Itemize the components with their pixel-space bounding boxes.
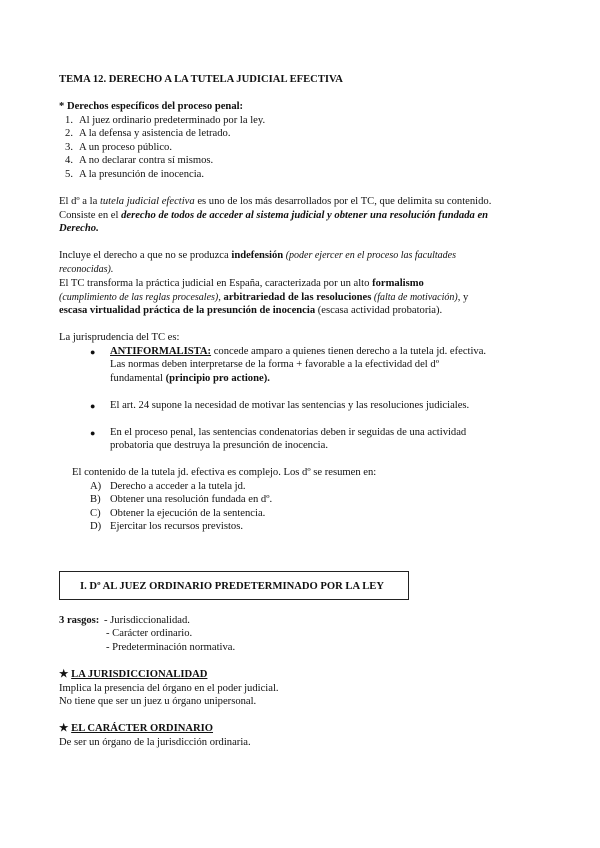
star-icon: ★ [59, 723, 69, 734]
paragraph-line: escasa virtualidad práctica de la presunción de inocencia (escasa actividad probatoria). [59, 305, 443, 316]
rasgo-item: - Carácter ordinario. [106, 628, 193, 639]
page-title: TEMA 12. DERECHO A LA TUTELA JUDICIAL EFECTIVA [59, 74, 343, 85]
list-item: C) Obtener la ejecución de la sentencia. [90, 507, 266, 519]
list-item: En el proceso penal, las sentencias condenatorias deben ir seguidas de una actividad [110, 427, 467, 438]
bullet-icon: ● [90, 347, 96, 357]
bullet-icon: ● [90, 428, 96, 438]
list-item: ANTIFORMALISTA: concede amparo a quienes tienen derecho a la tutela jd. efectiva. [110, 346, 487, 357]
list-item-cont: Las normas deben interpretarse de la forma + favorable a la efectividad del dº [110, 359, 439, 370]
paragraph-line: No tiene que ser un juez u órgano unipersonal. [59, 696, 257, 707]
section-heading-box [59, 571, 409, 600]
rasgo-item: - Predeterminación normativa. [106, 642, 236, 653]
paragraph-line: De ser un órgano de la jurisdicción ordinaria. [59, 737, 251, 748]
list-item: El art. 24 supone la necesidad de motivar las sentencias y las resoluciones judiciales. [110, 400, 470, 411]
paragraph-line: (cumplimiento de las reglas procesales), arbitrariedad de las resoluciones (falta de motivación), y [59, 292, 469, 303]
jurisprudence-intro: La jurisprudencia del TC es: [59, 332, 180, 343]
content-intro: El contenido de la tutela jd. efectiva es complejo. Los dº se resumen en: [72, 467, 377, 478]
subheading: ★ LA JURISDICCIONALIDAD [59, 669, 208, 680]
paragraph-line: Implica la presencia del órgano en el poder judicial. [59, 683, 279, 694]
content-list [90, 480, 272, 534]
paragraph-line: El dº a la tutela judicial efectiva es uno de los más desarrollados por el TC, que delimita su contenido. [59, 196, 492, 207]
rights-list [59, 114, 265, 181]
bullet-icon: ● [90, 401, 96, 411]
list-item: D) Ejercitar los recursos previstos. [90, 521, 243, 533]
paragraph-line: Derecho. [59, 223, 99, 234]
subheading: ★ EL CARÁCTER ORDINARIO [59, 723, 214, 734]
paragraph-line: Consiste en el derecho de todos de acceder al sistema judicial y obtener una resolución fundada en [59, 210, 489, 221]
list-item: A) Derecho a acceder a la tutela jd. [90, 481, 246, 492]
rasgo-item: - Jurisdiccionalidad. [104, 615, 190, 626]
paragraph-line: El TC transforma la práctica judicial en España, caracterizada por un alto formalismo [59, 278, 424, 289]
rights-heading: * Derechos específicos del proceso penal: [59, 101, 244, 112]
list-item: B) Obtener una resolución fundada en dº. [90, 494, 273, 506]
list-item: 3. A un proceso público. [65, 141, 172, 153]
paragraph-line: Incluye el derecho a que no se produzca indefensión (poder ejercer en el proceso las facultades [59, 250, 457, 261]
list-item: 2. A la defensa y asistencia de letrado. [65, 128, 231, 140]
star-icon: ★ [59, 669, 69, 680]
list-item: 5. A la presunción de inocencia. [65, 168, 205, 180]
paragraph-line: reconocidas). [59, 264, 114, 275]
section-heading: I. Dº AL JUEZ ORDINARIO PREDETERMINADO POR LA LEY [80, 581, 384, 592]
list-item-cont: probatoria que destruya la presunción de inocencia. [110, 440, 328, 451]
list-item: 1. Al juez ordinario predeterminado por la ley. [65, 115, 266, 126]
list-item-cont: fundamental (principio pro actione). [110, 373, 270, 384]
rasgos-label: 3 rasgos: [59, 615, 100, 626]
list-item: 4. A no declarar contra sí mismos. [65, 155, 214, 167]
